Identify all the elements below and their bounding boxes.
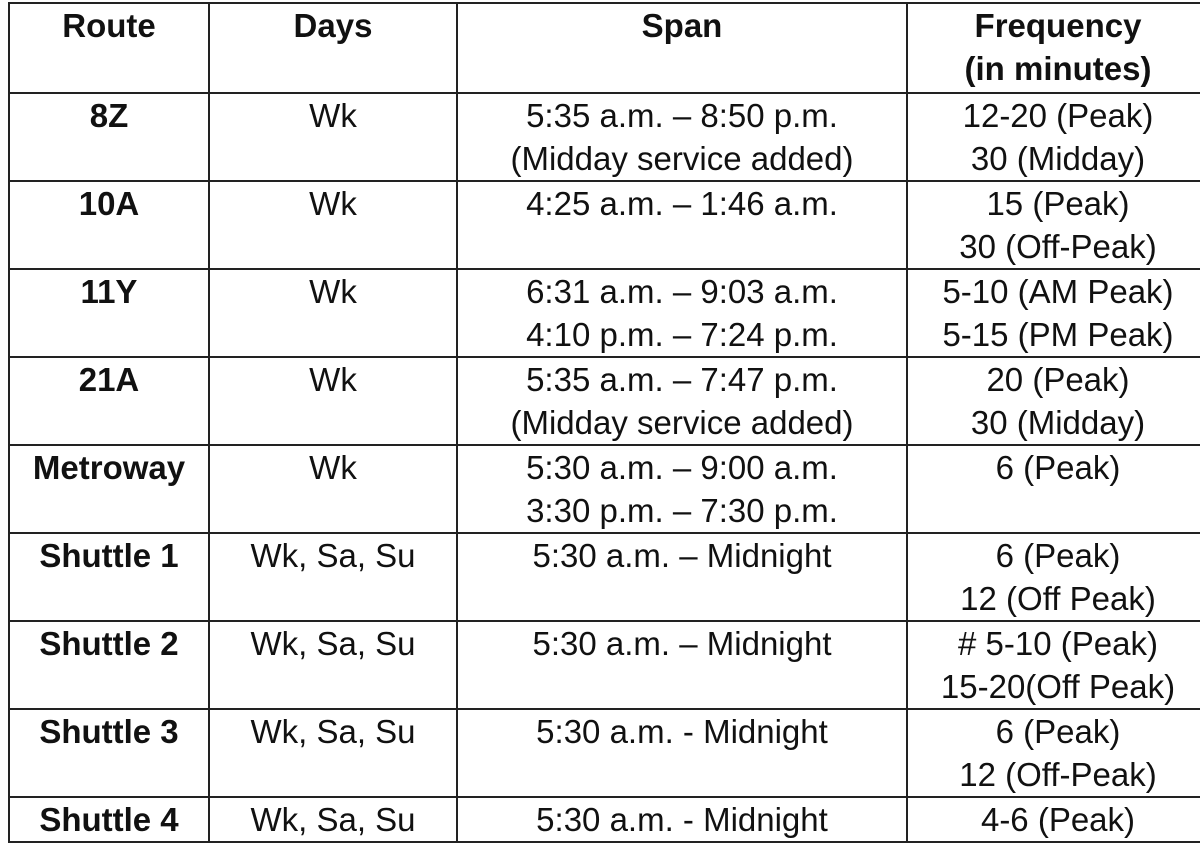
span-cell: [457, 181, 907, 269]
days-cell: Wk: [209, 269, 457, 357]
span-line: 5:30 a.m. - Midnight: [536, 713, 828, 750]
table-header: [9, 3, 1200, 93]
frequency-cell: [907, 357, 1200, 445]
frequency-line: 12-20 (Peak): [962, 97, 1154, 134]
table-row: [9, 797, 1200, 842]
table-row: [9, 181, 1200, 269]
route-cell: Metroway: [9, 445, 209, 533]
days-cell: Wk, Sa, Su: [209, 621, 457, 709]
frequency-line: 20 (Peak): [986, 361, 1130, 398]
route-cell: Shuttle 3: [9, 709, 209, 797]
span-cell: [457, 797, 907, 842]
span-line: 5:30 a.m. – 9:00 a.m.: [526, 449, 838, 486]
frequency-cell: [907, 93, 1200, 181]
frequency-cell: [907, 533, 1200, 621]
frequency-cell: [907, 621, 1200, 709]
table-row: [9, 533, 1200, 621]
frequency-line: 6 (Peak): [995, 449, 1121, 486]
frequency-line: 4-6 (Peak): [980, 801, 1136, 838]
frequency-line: 6 (Peak): [995, 713, 1121, 750]
frequency-line: 30 (Midday): [970, 140, 1146, 177]
span-cell: [457, 269, 907, 357]
frequency-cell: [907, 445, 1200, 533]
span-line: 5:30 a.m. - Midnight: [536, 801, 828, 838]
span-line: 6:31 a.m. – 9:03 a.m.: [526, 273, 838, 310]
span-line: (Midday service added): [510, 404, 854, 441]
span-line: 3:30 p.m. – 7:30 p.m.: [526, 492, 838, 529]
days-cell: Wk, Sa, Su: [209, 709, 457, 797]
frequency-cell: [907, 797, 1200, 842]
table-row: [9, 357, 1200, 445]
route-cell: 11Y: [9, 269, 209, 357]
frequency-line: 12 (Off Peak): [960, 580, 1156, 617]
span-line: 5:35 a.m. – 7:47 p.m.: [526, 361, 838, 398]
days-cell: Wk: [209, 93, 457, 181]
frequency-cell: [907, 269, 1200, 357]
frequency-line: 30 (Midday): [970, 404, 1146, 441]
span-header: Span: [457, 3, 907, 93]
table-row: [9, 93, 1200, 181]
frequency-line: 12 (Off-Peak): [959, 756, 1157, 793]
span-line: 5:35 a.m. – 8:50 p.m.: [526, 97, 838, 134]
span-cell: [457, 93, 907, 181]
span-line: 5:30 a.m. – Midnight: [532, 537, 832, 574]
span-line: 4:10 p.m. – 7:24 p.m.: [526, 316, 838, 353]
frequency-line: 15-20(Off Peak): [940, 668, 1176, 705]
frequency-header-line2: (in minutes): [964, 50, 1152, 87]
frequency-line: 15 (Peak): [986, 185, 1130, 222]
table-body: [9, 93, 1200, 842]
span-cell: [457, 621, 907, 709]
days-header: Days: [209, 3, 457, 93]
route-cell: Shuttle 2: [9, 621, 209, 709]
frequency-line: 5-15 (PM Peak): [942, 316, 1174, 353]
route-cell: Shuttle 4: [9, 797, 209, 842]
span-cell: [457, 709, 907, 797]
span-line: 4:25 a.m. – 1:46 a.m.: [526, 185, 838, 222]
span-cell: [457, 533, 907, 621]
frequency-line: 5-10 (AM Peak): [942, 273, 1174, 310]
frequency-cell: [907, 181, 1200, 269]
span-cell: [457, 357, 907, 445]
route-cell: 21A: [9, 357, 209, 445]
frequency-line: 6 (Peak): [995, 537, 1121, 574]
header-row: [9, 3, 1200, 93]
table-row: [9, 269, 1200, 357]
frequency-line: # 5-10 (Peak): [958, 625, 1158, 662]
span-line: 5:30 a.m. – Midnight: [532, 625, 832, 662]
days-cell: Wk, Sa, Su: [209, 533, 457, 621]
frequency-header: [907, 3, 1200, 93]
table-row: [9, 445, 1200, 533]
route-cell: 10A: [9, 181, 209, 269]
frequency-cell: [907, 709, 1200, 797]
days-cell: Wk: [209, 357, 457, 445]
days-cell: Wk: [209, 181, 457, 269]
frequency-line: 30 (Off-Peak): [959, 228, 1157, 265]
route-cell: 8Z: [9, 93, 209, 181]
route-header: Route: [9, 3, 209, 93]
days-cell: Wk, Sa, Su: [209, 797, 457, 842]
days-cell: Wk: [209, 445, 457, 533]
route-cell: Shuttle 1: [9, 533, 209, 621]
table-row: [9, 709, 1200, 797]
frequency-header-line1: Frequency: [974, 7, 1142, 44]
span-line: (Midday service added): [510, 140, 854, 177]
route-schedule-table: [8, 2, 1200, 843]
span-cell: [457, 445, 907, 533]
table-row: [9, 621, 1200, 709]
